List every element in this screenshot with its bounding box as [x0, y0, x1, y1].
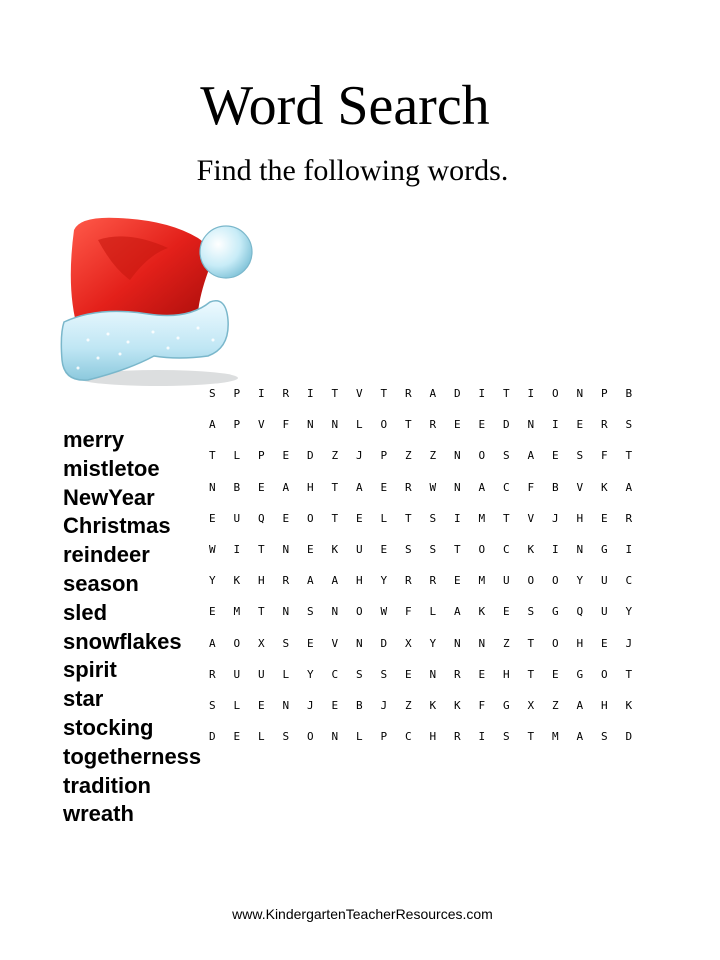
- grid-cell: D: [453, 387, 461, 401]
- grid-cell: X: [527, 698, 535, 712]
- grid-cell: A: [208, 418, 216, 432]
- grid-cell: Y: [306, 667, 314, 681]
- grid-cell: K: [453, 698, 461, 712]
- grid-cell: S: [429, 543, 437, 557]
- grid-cell: L: [380, 511, 388, 525]
- grid-cell: S: [527, 605, 535, 619]
- grid-cell: U: [600, 605, 608, 619]
- grid-cell: I: [306, 387, 314, 401]
- grid-cell: F: [527, 480, 535, 494]
- grid-cell: G: [600, 543, 608, 557]
- grid-cell: T: [625, 667, 633, 681]
- grid-cell: H: [576, 636, 584, 650]
- grid-cell: N: [453, 636, 461, 650]
- grid-cell: U: [600, 574, 608, 588]
- grid-cell: D: [380, 636, 388, 650]
- grid-cell: N: [478, 636, 486, 650]
- grid-cell: C: [502, 543, 510, 557]
- grid-cell: I: [551, 418, 559, 432]
- grid-cell: F: [404, 605, 412, 619]
- grid-cell: K: [478, 605, 486, 619]
- grid-cell: Q: [576, 605, 584, 619]
- word-item: reindeer: [63, 542, 150, 568]
- grid-cell: O: [600, 667, 608, 681]
- grid-cell: D: [306, 449, 314, 463]
- grid-cell: H: [576, 511, 584, 525]
- grid-cell: T: [453, 543, 461, 557]
- grid-cell: H: [306, 480, 314, 494]
- grid-cell: K: [600, 480, 608, 494]
- grid-cell: N: [208, 480, 216, 494]
- grid-cell: T: [625, 449, 633, 463]
- grid-cell: J: [380, 698, 388, 712]
- grid-row: [200, 472, 641, 503]
- grid-cell: N: [282, 698, 290, 712]
- grid-cell: S: [282, 636, 290, 650]
- grid-cell: T: [527, 730, 535, 744]
- grid-cell: P: [600, 387, 608, 401]
- grid-cell: I: [233, 543, 241, 557]
- grid-row: [200, 628, 641, 659]
- word-item: star: [63, 686, 104, 712]
- grid-cell: E: [282, 449, 290, 463]
- grid-cell: N: [282, 605, 290, 619]
- word-list: [63, 426, 201, 829]
- grid-cell: T: [257, 543, 265, 557]
- grid-cell: K: [527, 543, 535, 557]
- grid-cell: E: [257, 698, 265, 712]
- grid-cell: Y: [429, 636, 437, 650]
- grid-cell: Z: [331, 449, 339, 463]
- grid-cell: B: [625, 387, 633, 401]
- grid-cell: V: [527, 511, 535, 525]
- grid-cell: R: [625, 511, 633, 525]
- grid-cell: Y: [380, 574, 388, 588]
- grid-cell: N: [331, 418, 339, 432]
- grid-cell: Z: [502, 636, 510, 650]
- page-title: Word Search: [200, 75, 490, 137]
- grid-cell: B: [551, 480, 559, 494]
- grid-cell: T: [527, 667, 535, 681]
- grid-cell: S: [355, 667, 363, 681]
- grid-cell: N: [453, 449, 461, 463]
- word-item: merry: [63, 427, 125, 452]
- grid-cell: A: [331, 574, 339, 588]
- grid-cell: N: [429, 667, 437, 681]
- grid-cell: V: [331, 636, 339, 650]
- grid-cell: M: [478, 511, 486, 525]
- grid-cell: H: [502, 667, 510, 681]
- grid-cell: M: [233, 605, 241, 619]
- grid-cell: E: [331, 698, 339, 712]
- grid-cell: O: [551, 387, 559, 401]
- grid-cell: O: [306, 511, 314, 525]
- grid-cell: R: [429, 574, 437, 588]
- grid-cell: S: [282, 730, 290, 744]
- grid-row: [200, 409, 641, 440]
- grid-cell: E: [600, 511, 608, 525]
- grid-row: [200, 690, 641, 721]
- word-item: Christmas: [63, 513, 171, 539]
- grid-cell: U: [233, 667, 241, 681]
- grid-cell: N: [331, 730, 339, 744]
- word-item: stocking: [63, 714, 154, 740]
- grid-cell: I: [625, 543, 633, 557]
- grid-cell: A: [576, 730, 584, 744]
- grid-cell: T: [208, 449, 216, 463]
- grid-cell: V: [576, 480, 584, 494]
- grid-cell: A: [355, 480, 363, 494]
- grid-cell: C: [331, 667, 339, 681]
- grid-cell: R: [282, 574, 290, 588]
- grid-cell: D: [502, 418, 510, 432]
- word-item: togetherness: [63, 743, 202, 769]
- grid-cell: P: [380, 449, 388, 463]
- grid-cell: C: [502, 480, 510, 494]
- grid-cell: Z: [404, 449, 412, 463]
- grid-cell: I: [527, 387, 535, 401]
- grid-cell: S: [306, 605, 314, 619]
- grid-cell: E: [600, 636, 608, 650]
- grid-row: [200, 534, 641, 565]
- grid-cell: Y: [576, 574, 584, 588]
- grid-cell: N: [282, 543, 290, 557]
- grid-cell: I: [453, 511, 461, 525]
- grid-row: [200, 440, 641, 471]
- grid-cell: S: [404, 543, 412, 557]
- page-subtitle: Find the following words.: [196, 154, 509, 187]
- grid-cell: Q: [257, 511, 265, 525]
- word-item: season: [63, 570, 139, 596]
- grid-cell: R: [429, 418, 437, 432]
- grid-cell: A: [282, 480, 290, 494]
- grid-cell: E: [306, 636, 314, 650]
- grid-cell: S: [380, 667, 388, 681]
- grid-cell: P: [257, 449, 265, 463]
- grid-cell: T: [404, 511, 412, 525]
- grid-cell: N: [576, 387, 584, 401]
- grid-cell: T: [331, 511, 339, 525]
- grid-cell: O: [527, 574, 535, 588]
- grid-cell: F: [600, 449, 608, 463]
- grid-cell: O: [233, 636, 241, 650]
- grid-cell: S: [576, 449, 584, 463]
- grid-cell: J: [306, 698, 314, 712]
- grid-cell: H: [257, 574, 265, 588]
- grid-cell: A: [429, 387, 437, 401]
- grid-cell: O: [478, 449, 486, 463]
- grid-cell: H: [600, 698, 608, 712]
- grid-cell: P: [380, 730, 388, 744]
- grid-cell: B: [355, 698, 363, 712]
- grid-cell: A: [478, 480, 486, 494]
- grid-cell: T: [527, 636, 535, 650]
- grid-cell: U: [257, 667, 265, 681]
- grid-cell: E: [208, 511, 216, 525]
- grid-row: [200, 659, 641, 690]
- grid-cell: E: [257, 480, 265, 494]
- grid-cell: B: [233, 480, 241, 494]
- grid-cell: R: [453, 667, 461, 681]
- grid-cell: K: [331, 543, 339, 557]
- grid-cell: O: [380, 418, 388, 432]
- grid-cell: R: [404, 387, 412, 401]
- grid-cell: E: [233, 730, 241, 744]
- grid-cell: T: [404, 418, 412, 432]
- grid-cell: A: [208, 636, 216, 650]
- grid-cell: P: [233, 387, 241, 401]
- grid-cell: S: [600, 730, 608, 744]
- grid-cell: E: [478, 418, 486, 432]
- grid-cell: R: [208, 667, 216, 681]
- word-item: mistletoe: [63, 455, 160, 481]
- grid-row: [200, 503, 641, 534]
- grid-row: [200, 721, 641, 752]
- grid-cell: E: [551, 449, 559, 463]
- grid-cell: P: [233, 418, 241, 432]
- grid-cell: C: [625, 574, 633, 588]
- grid-cell: T: [502, 387, 510, 401]
- grid-cell: U: [355, 543, 363, 557]
- santa-hat-icon: [58, 210, 268, 390]
- grid-cell: U: [502, 574, 510, 588]
- grid-cell: E: [355, 511, 363, 525]
- grid-cell: R: [453, 730, 461, 744]
- grid-cell: L: [233, 698, 241, 712]
- grid-cell: L: [282, 667, 290, 681]
- grid-cell: T: [331, 387, 339, 401]
- grid-cell: E: [453, 574, 461, 588]
- grid-cell: E: [478, 667, 486, 681]
- grid-cell: E: [208, 605, 216, 619]
- grid-cell: A: [453, 605, 461, 619]
- grid-cell: S: [625, 418, 633, 432]
- grid-cell: G: [551, 605, 559, 619]
- grid-cell: D: [208, 730, 216, 744]
- grid-cell: O: [551, 574, 559, 588]
- word-item: sled: [63, 599, 108, 625]
- grid-cell: S: [429, 511, 437, 525]
- grid-cell: I: [478, 730, 486, 744]
- grid-cell: N: [527, 418, 535, 432]
- footer-url: www.KindergartenTeacherResources.com: [232, 906, 493, 922]
- grid-cell: C: [404, 730, 412, 744]
- grid-cell: N: [331, 605, 339, 619]
- letter-grid: [200, 378, 641, 752]
- word-item: wreath: [63, 801, 134, 827]
- grid-cell: L: [355, 730, 363, 744]
- grid-cell: T: [331, 480, 339, 494]
- grid-cell: G: [576, 667, 584, 681]
- grid-cell: S: [502, 730, 510, 744]
- grid-cell: E: [551, 667, 559, 681]
- grid-cell: E: [306, 543, 314, 557]
- grid-cell: M: [551, 730, 559, 744]
- grid-cell: K: [233, 574, 241, 588]
- grid-cell: T: [380, 387, 388, 401]
- grid-cell: E: [502, 605, 510, 619]
- grid-cell: A: [527, 449, 535, 463]
- grid-cell: W: [380, 605, 388, 619]
- grid-cell: O: [551, 636, 559, 650]
- grid-cell: L: [429, 605, 437, 619]
- grid-cell: E: [282, 511, 290, 525]
- grid-cell: D: [625, 730, 633, 744]
- grid-cell: S: [502, 449, 510, 463]
- grid-row: [200, 565, 641, 596]
- grid-cell: W: [429, 480, 437, 494]
- grid-cell: L: [355, 418, 363, 432]
- grid-cell: T: [502, 511, 510, 525]
- grid-cell: E: [576, 418, 584, 432]
- grid-cell: H: [355, 574, 363, 588]
- grid-cell: A: [576, 698, 584, 712]
- grid-cell: N: [306, 418, 314, 432]
- grid-cell: I: [478, 387, 486, 401]
- grid-cell: A: [306, 574, 314, 588]
- grid-cell: J: [551, 511, 559, 525]
- grid-cell: R: [404, 574, 412, 588]
- grid-cell: G: [502, 698, 510, 712]
- grid-cell: M: [478, 574, 486, 588]
- grid-cell: N: [453, 480, 461, 494]
- grid-cell: V: [257, 418, 265, 432]
- grid-cell: Z: [429, 449, 437, 463]
- grid-cell: U: [233, 511, 241, 525]
- grid-cell: K: [429, 698, 437, 712]
- grid-cell: J: [625, 636, 633, 650]
- grid-cell: E: [380, 480, 388, 494]
- grid-cell: A: [625, 480, 633, 494]
- grid-cell: J: [355, 449, 363, 463]
- grid-cell: E: [404, 667, 412, 681]
- grid-cell: T: [257, 605, 265, 619]
- grid-cell: L: [257, 730, 265, 744]
- grid-cell: Z: [551, 698, 559, 712]
- word-item: snowflakes: [63, 628, 182, 654]
- grid-cell: O: [478, 543, 486, 557]
- grid-cell: Y: [625, 605, 633, 619]
- grid-cell: F: [282, 418, 290, 432]
- grid-cell: R: [600, 418, 608, 432]
- grid-cell: N: [355, 636, 363, 650]
- grid-cell: K: [625, 698, 633, 712]
- grid-cell: S: [208, 387, 216, 401]
- grid-cell: E: [453, 418, 461, 432]
- grid-cell: I: [257, 387, 265, 401]
- grid-cell: N: [576, 543, 584, 557]
- grid-cell: H: [429, 730, 437, 744]
- word-item: tradition: [63, 772, 151, 798]
- grid-cell: R: [282, 387, 290, 401]
- grid-cell: O: [355, 605, 363, 619]
- grid-cell: E: [380, 543, 388, 557]
- grid-cell: L: [233, 449, 241, 463]
- grid-cell: X: [404, 636, 412, 650]
- grid-cell: S: [208, 698, 216, 712]
- word-item: NewYear: [63, 484, 155, 510]
- word-item: spirit: [63, 657, 117, 683]
- grid-cell: F: [478, 698, 486, 712]
- grid-cell: O: [306, 730, 314, 744]
- grid-cell: V: [355, 387, 363, 401]
- grid-cell: Z: [404, 698, 412, 712]
- grid-cell: I: [551, 543, 559, 557]
- grid-row: [200, 378, 641, 409]
- grid-cell: X: [257, 636, 265, 650]
- grid-cell: W: [208, 543, 216, 557]
- grid-row: [200, 596, 641, 627]
- grid-cell: R: [404, 480, 412, 494]
- grid-cell: Y: [208, 574, 216, 588]
